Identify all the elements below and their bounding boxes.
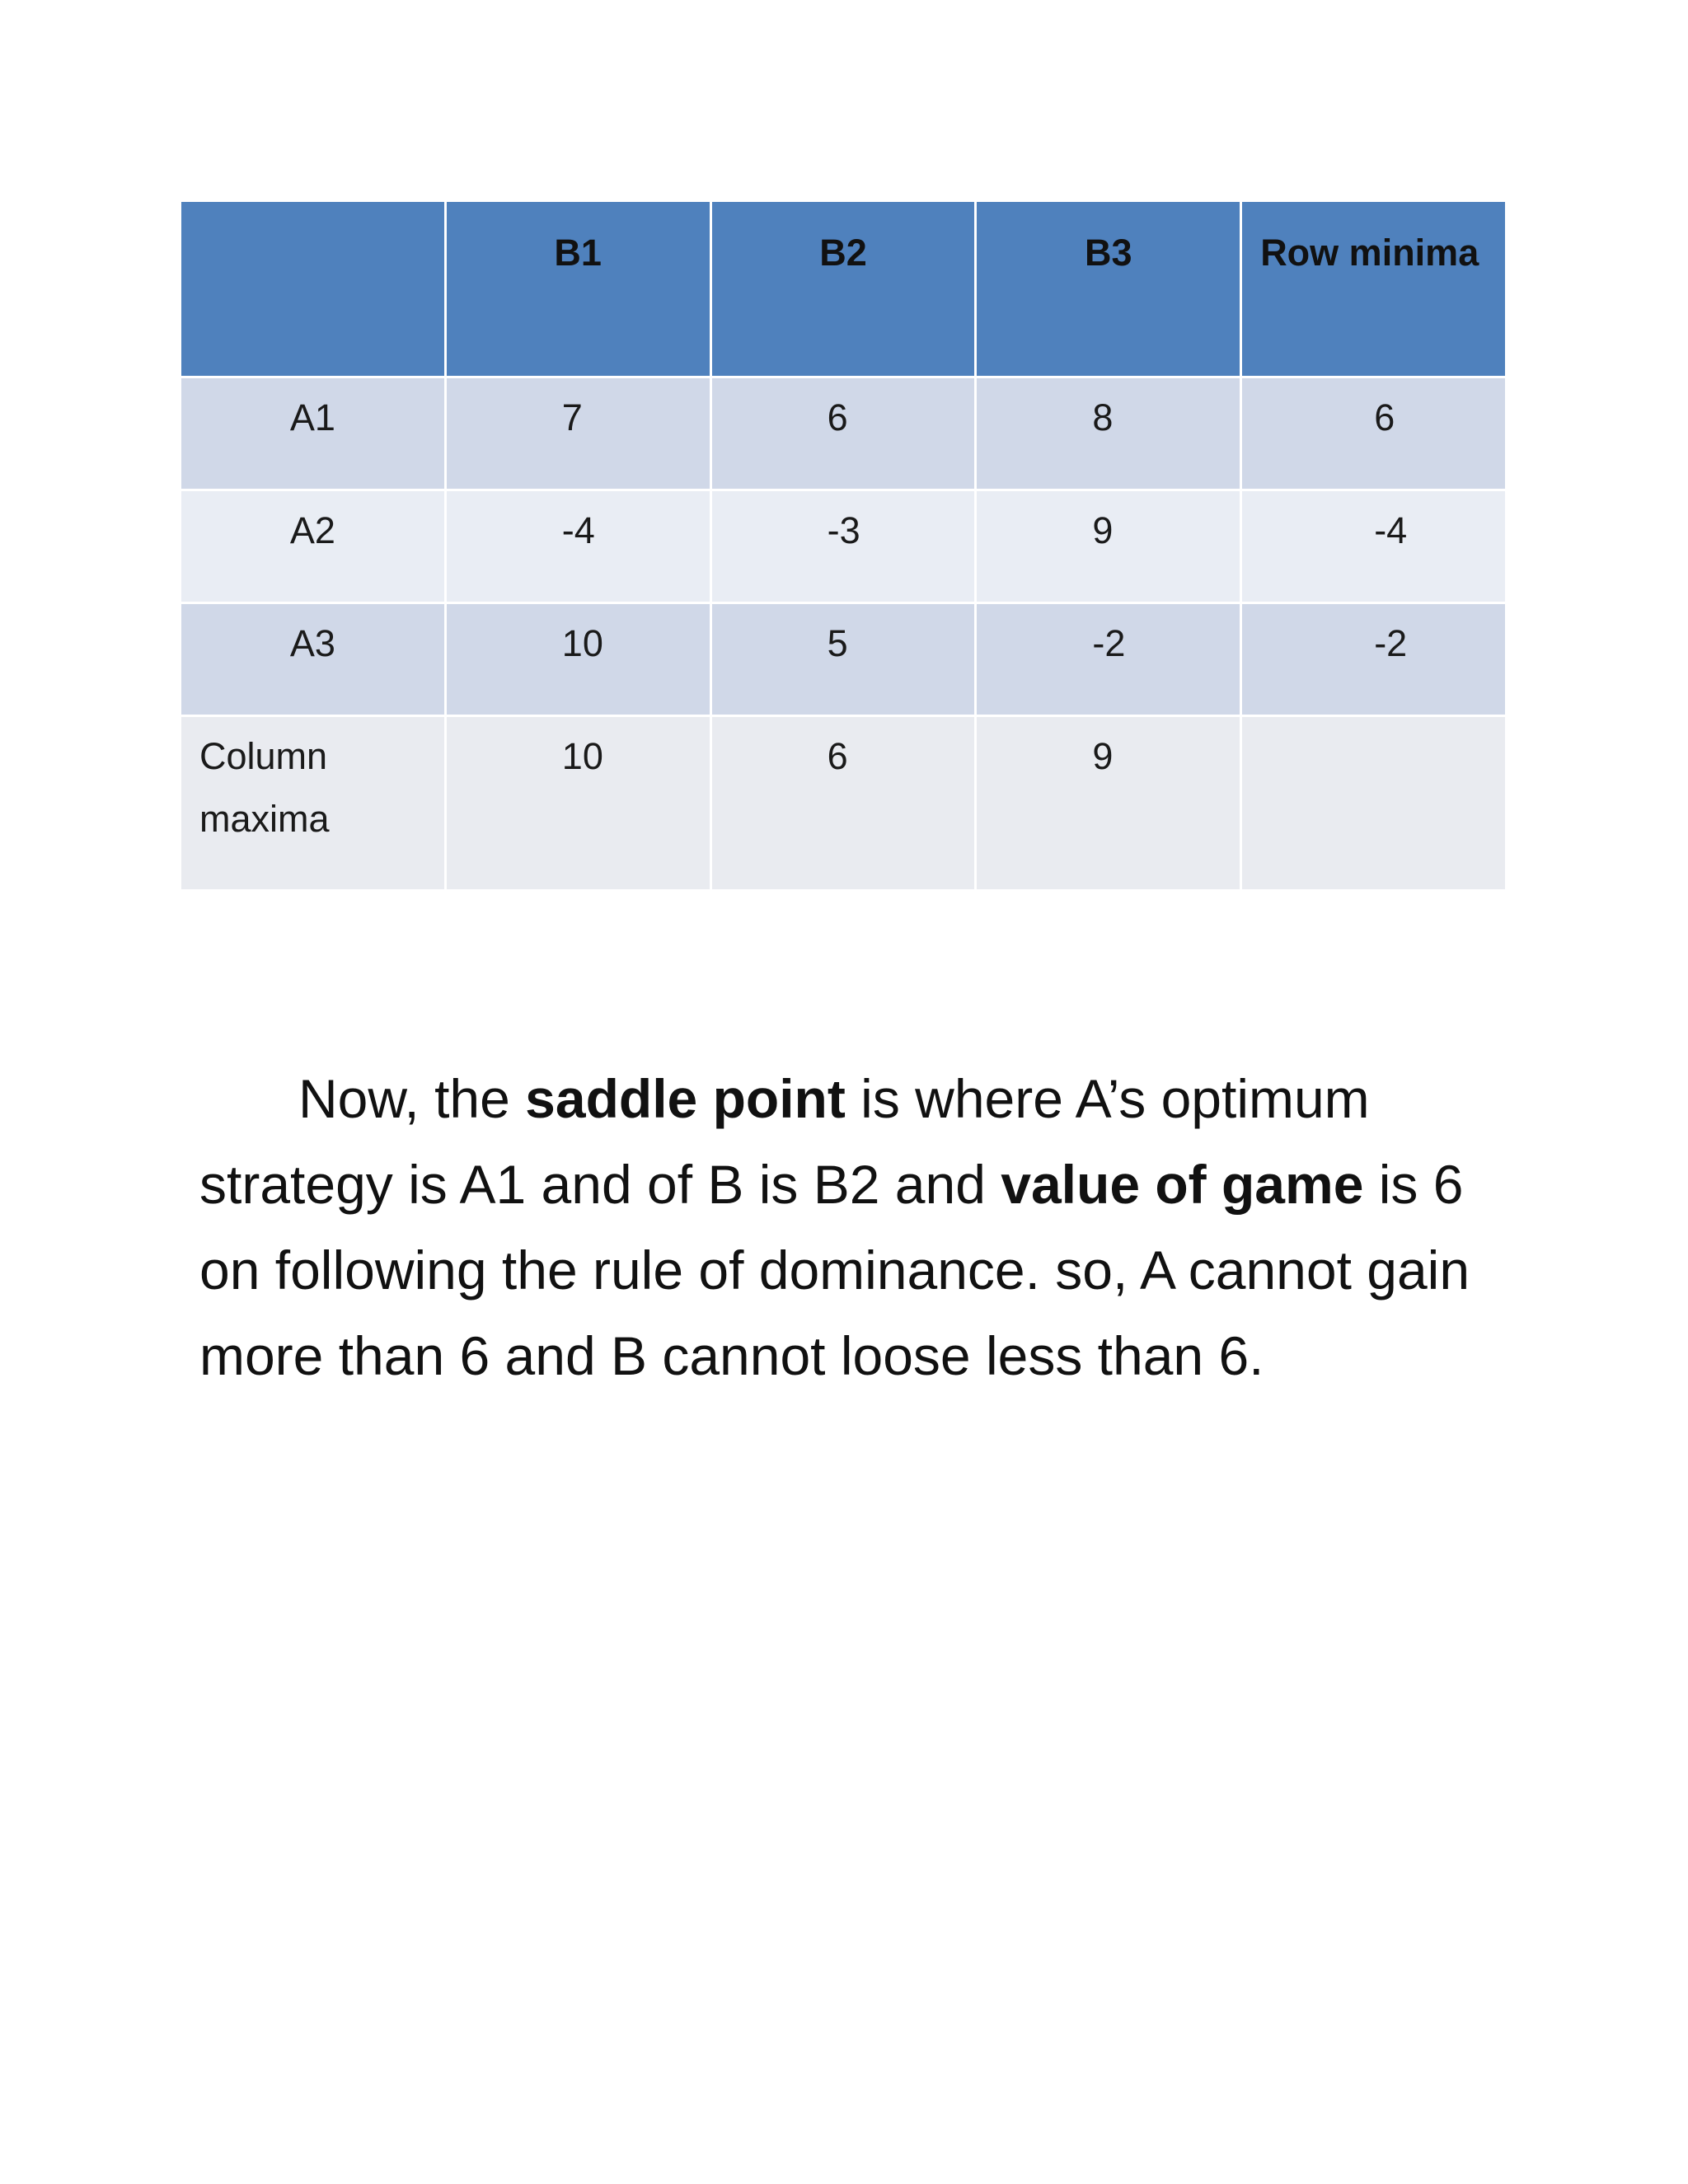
cell-max-b2: 6: [710, 716, 976, 891]
cell-a1-row-minimum: 6: [1241, 377, 1507, 490]
cell-a1-b3: 8: [976, 377, 1241, 490]
row-label-a1: A1: [181, 377, 446, 490]
header-corner-cell: [181, 201, 446, 377]
cell-a2-b2: -3: [710, 490, 976, 603]
cell-a3-b2: 5: [710, 603, 976, 716]
header-b2: B2: [710, 201, 976, 377]
paragraph-text-3: is 6 on following the rule of dominance. so, A cannot gain more than 6 and B cannot loose less than 6.: [199, 1154, 1470, 1386]
table-row: [181, 716, 1507, 891]
row-label-column-maxima: Column maxima: [181, 716, 446, 891]
cell-max-b1: 10: [445, 716, 710, 891]
cell-max-b3: 9: [976, 716, 1241, 891]
cell-a3-row-minimum: -2: [1241, 603, 1507, 716]
cell-a1-b1: 7: [445, 377, 710, 490]
header-b3: B3: [976, 201, 1241, 377]
cell-a2-b3: 9: [976, 490, 1241, 603]
saddle-point-term: saddle point: [525, 1068, 846, 1129]
header-row-minima: Row minima: [1241, 201, 1507, 377]
row-label-a3: A3: [181, 603, 446, 716]
cell-a3-b3: -2: [976, 603, 1241, 716]
header-b1: B1: [445, 201, 710, 377]
cell-a3-b1: 10: [445, 603, 710, 716]
table-row: [181, 603, 1507, 716]
value-of-game-term: value of game: [1001, 1154, 1364, 1215]
table-row: [181, 490, 1507, 603]
cell-a2-b1: -4: [445, 490, 710, 603]
cell-a2-row-minimum: -4: [1241, 490, 1507, 603]
payoff-table: [179, 199, 1507, 892]
paragraph-text-1: Now, the: [298, 1068, 526, 1129]
row-label-a2: A2: [181, 490, 446, 603]
cell-max-empty: [1241, 716, 1507, 891]
paragraph-text-2: is where A’s optimum strategy is A1 and of B is B2 and: [199, 1068, 1370, 1215]
table-header-row: [181, 201, 1507, 377]
table-row: [181, 377, 1507, 490]
cell-a1-b2: 6: [710, 377, 976, 490]
explanation-paragraph: [199, 1056, 1485, 1399]
